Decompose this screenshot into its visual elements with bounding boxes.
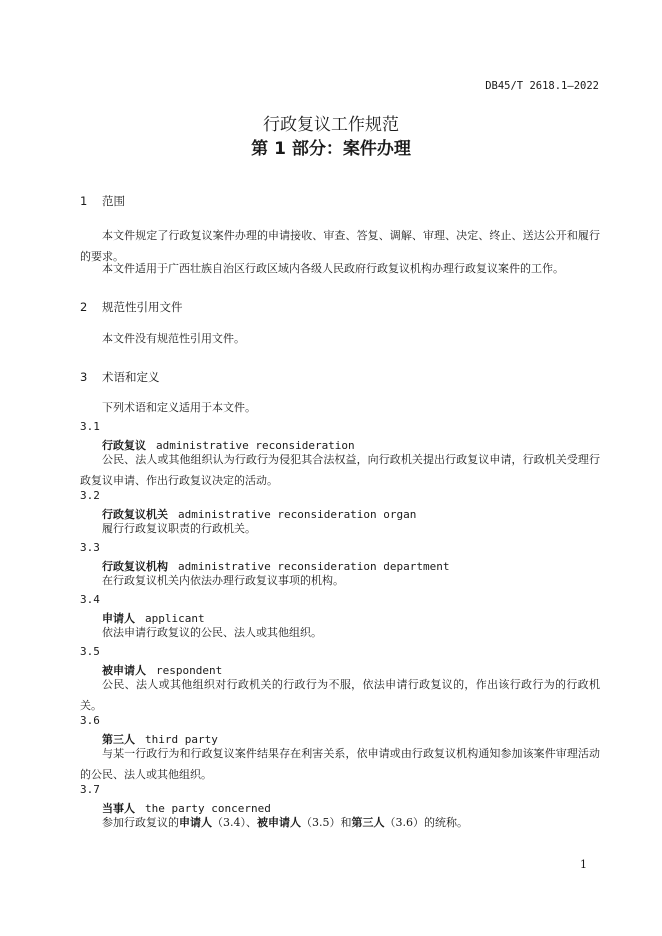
term-en: administrative reconsideration organ (178, 508, 417, 521)
term-en: respondent (156, 664, 223, 677)
term-definition: 依法申请行政复议的公民、法人或其他组织。 (102, 626, 322, 639)
page-subtitle: 第 1 部分：案件办理 (251, 139, 411, 159)
term-zh: 申请人 (102, 612, 135, 625)
term-en: the party concerned (145, 802, 271, 815)
section-2-heading (80, 299, 183, 315)
section-number: 2 (80, 300, 88, 314)
term-zh: 第三人 (102, 733, 135, 746)
section-title: 范围 (102, 194, 125, 208)
term-en: applicant (145, 612, 205, 625)
term-zh: 行政复议 (102, 439, 146, 452)
document-id: DB45/T 2618.1—2022 (485, 80, 599, 92)
term-reference: 申请人 (179, 816, 212, 829)
term-number: 3.6 (80, 714, 100, 727)
term-definition: 公民、法人或其他组织认为行政行为侵犯其合法权益，向行政机关提出行政复议申请，行政机关受理行政复议申请、作出行政复议决定的活动。 (80, 453, 600, 487)
term-definition: 履行行政复议职责的行政机关。 (102, 522, 256, 535)
section-title: 术语和定义 (102, 370, 160, 384)
term-definition: 在行政复议机关内依法办理行政复议事项的机构。 (102, 574, 344, 587)
section-3-heading (80, 369, 160, 385)
term-en: third party (145, 733, 218, 746)
term-number: 3.2 (80, 489, 100, 502)
term-definition: 公民、法人或其他组织对行政机关的行政行为不服，依法申请行政复议的，作出该行政行为的行政机关。 (80, 678, 600, 712)
term-number: 3.4 (80, 593, 100, 606)
section-1-paragraph-1: 本文件规定了行政复议案件办理的申请接收、审查、答复、调解、审理、决定、终止、送达公开和履行的要求。 (80, 229, 600, 263)
definition-text: （3.5）和 (301, 816, 352, 829)
term-zh: 被申请人 (102, 664, 146, 677)
term-number: 3.1 (80, 420, 100, 433)
term-en: administrative reconsideration department (178, 560, 450, 573)
term-reference: 被申请人 (257, 816, 301, 829)
page-number: 1 (580, 858, 587, 871)
definition-text: 参加行政复议的 (102, 816, 179, 829)
term-number: 3.3 (80, 541, 100, 554)
term-en: administrative reconsideration (156, 439, 355, 452)
term-reference: 第三人 (351, 816, 385, 829)
term-number: 3.7 (80, 783, 100, 796)
section-title: 规范性引用文件 (102, 300, 183, 314)
definition-text: （3.4）、 (212, 816, 257, 829)
section-number: 3 (80, 370, 88, 384)
section-2-paragraph-1: 本文件没有规范性引用文件。 (102, 332, 245, 345)
section-1-paragraph-2: 本文件适用于广西壮族自治区行政区域内各级人民政府行政复议机构办理行政复议案件的工作。 (102, 262, 564, 275)
term-zh: 行政复议机关 (102, 508, 168, 521)
section-3-intro: 下列术语和定义适用于本文件。 (102, 401, 256, 414)
term-number: 3.5 (80, 645, 100, 658)
term-zh: 当事人 (102, 802, 135, 815)
definition-text: （3.6）的统称。 (384, 816, 468, 829)
term-definition (80, 813, 600, 834)
term-definition: 与某一行政行为和行政复议案件结果存在利害关系，依申请或由行政复议机构通知参加该案件审理活动的公民、法人或其他组织。 (80, 747, 600, 781)
section-1-heading (80, 193, 125, 209)
page-title: 行政复议工作规范 (263, 115, 399, 135)
section-number: 1 (80, 194, 88, 208)
term-zh: 行政复议机构 (102, 560, 168, 573)
